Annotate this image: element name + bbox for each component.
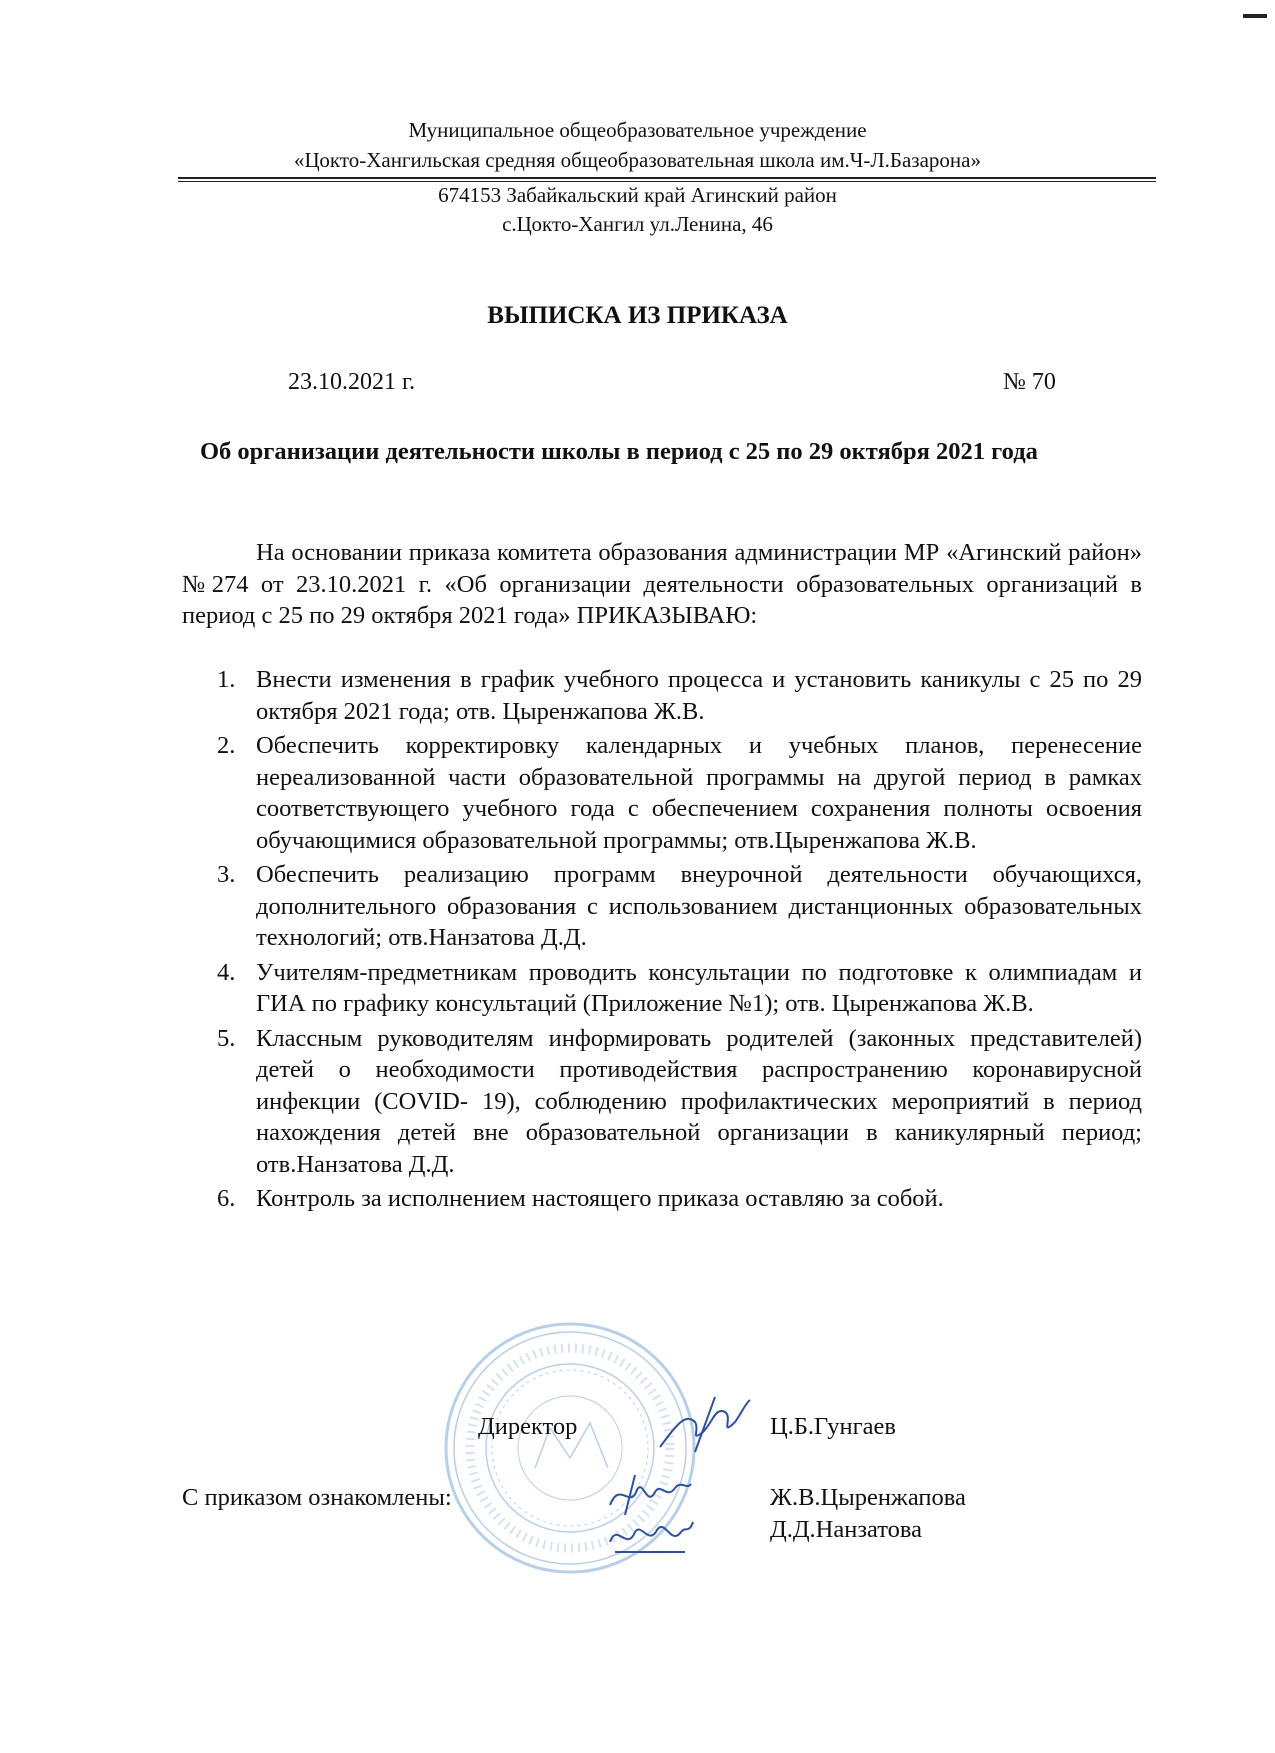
order-item-text: Учителям-предметникам проводить консультации по подготовке к олимпиадам и ГИА по графику консультаций (Приложение №1); отв. Цыренжапова Ж.В. xyxy=(256,958,1142,1017)
order-item-number: 1. xyxy=(217,666,236,693)
acknowledged-person-2: Д.Д.Нанзатова xyxy=(770,1516,923,1543)
document-date: 23.10.2021 г. xyxy=(288,369,416,395)
order-item xyxy=(182,1183,1142,1215)
order-item-text: Классным руководителям информировать родителей (законных представителей) детей о необходимости противодействия распространению коронавирусной инфекции (COVID- 19), соблюдению профилактических мероприятий в период нахождения детей вне образовательной организации в каникулярный период; отв.Нанзатова Д.Д. xyxy=(256,1024,1142,1178)
address-line-2: с.Цокто-Хангил ул.Ленина, 46 xyxy=(502,212,773,236)
address-line-1: 674153 Забайкальский край Агинский район xyxy=(438,183,837,207)
order-item-number: 2. xyxy=(217,732,236,759)
order-item-text: Внести изменения в график учебного процесса и установить каникулы с 25 по 29 октября 2021 года; отв. Цыренжапова Ж.В. xyxy=(256,666,1142,725)
director-signature-icon xyxy=(655,1392,755,1462)
document-subject: Об организации деятельности школы в период с 25 по 29 октября 2021 года xyxy=(200,438,1038,465)
acknowledgement-label: С приказом ознакомлены: xyxy=(182,1484,452,1511)
order-item-text: Обеспечить реализацию программ внеурочной деятельности обучающихся, дополнительного образования с использованием дистанционных образовательных технологий; отв.Нанзатова Д.Д. xyxy=(256,861,1142,951)
order-item xyxy=(182,957,1142,1020)
org-name-line-1: Муниципальное общеобразовательное учреждение xyxy=(408,118,867,142)
scan-edge-mark xyxy=(1243,14,1267,18)
acknowledgement-signature-2-icon xyxy=(605,1512,695,1562)
acknowledged-person-1: Ж.В.Цыренжапова xyxy=(770,1484,966,1511)
order-item-text: Контроль за исполнением настоящего приказа оставляю за собой. xyxy=(256,1185,944,1212)
document-number: № 70 xyxy=(1003,369,1056,395)
order-item xyxy=(182,1023,1142,1181)
order-item-text: Обеспечить корректировку календарных и учебных планов, перенесение нереализованной части образовательной программы на другой период в рамках соответствующего учебного года с обеспечением сохранения полноты освоения обучающимися образовательной программы; отв.Цыренжапова Ж.В. xyxy=(256,732,1142,854)
intro-paragraph: На основании приказа комитета образования администрации МР «Агинский район» №274 от 23.10.2021 г. «Об организации деятельности образовательных организаций в период с 25 по 29 октября 2021 года» ПРИКАЗЫВАЮ: xyxy=(182,539,1142,629)
order-item-number: 3. xyxy=(217,861,236,888)
order-item-number: 4. xyxy=(217,958,236,986)
order-item xyxy=(182,664,1142,727)
document-title: ВЫПИСКА ИЗ ПРИКАЗА xyxy=(487,302,788,329)
order-item-number: 6. xyxy=(217,1185,236,1212)
order-item-number: 5. xyxy=(217,1024,236,1052)
header-divider xyxy=(178,177,1156,179)
order-items-list xyxy=(182,664,1142,1218)
order-item xyxy=(182,730,1142,856)
header-divider-thin xyxy=(178,181,1156,182)
director-name: Ц.Б.Гунгаев xyxy=(770,1413,896,1440)
org-name-line-2: «Цокто-Хангильская средняя общеобразовательная школа им.Ч-Л.Базарона» xyxy=(294,148,981,172)
director-title: Директор xyxy=(478,1413,578,1440)
order-item xyxy=(182,859,1142,954)
